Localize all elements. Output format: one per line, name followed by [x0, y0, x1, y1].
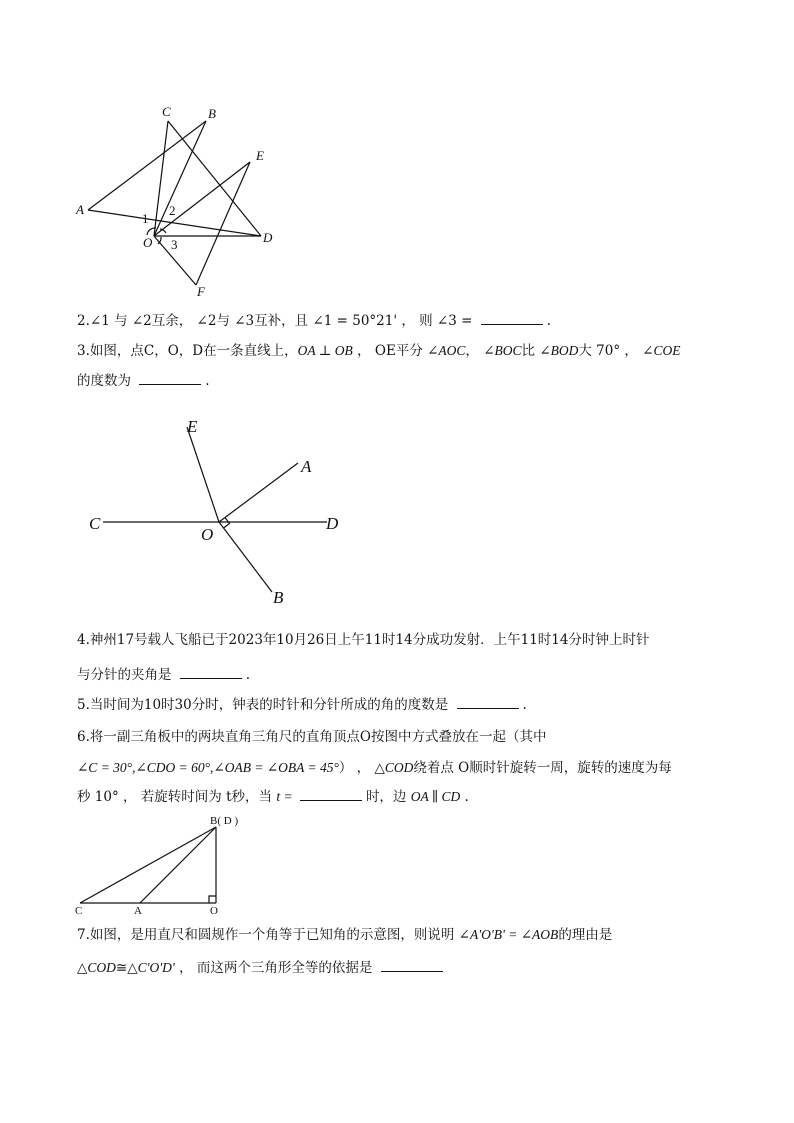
label-B-D: B( D ) — [210, 815, 239, 827]
label-1: 1 — [142, 211, 149, 226]
question-3-line-2: 的度数为 . — [77, 373, 210, 389]
question-5: 5.当时间为10时30分时，钟表的时针和分针所成的角的度数是 . — [77, 697, 527, 713]
label-C: C — [75, 905, 83, 917]
label-A: A — [301, 457, 312, 476]
label-O: O — [210, 905, 218, 917]
label-B: B — [273, 588, 284, 607]
answer-blank-2[interactable] — [481, 311, 543, 325]
label-F: F — [197, 284, 205, 299]
question-7-line-2: △COD≅△C'O'D' ， 而这两个三角形全等的依据是 — [77, 958, 727, 978]
label-3: 3 — [171, 237, 178, 252]
label-D: D — [263, 230, 273, 245]
figure-triangles-3 — [0, 810, 794, 920]
figure-angles-1 — [0, 0, 794, 310]
question-4: 4.神州17号载人飞船已于2023年10月26日上午11时14分成功发射．上午11时14分时钟上时针 — [77, 632, 650, 648]
label-2: 2 — [169, 203, 176, 218]
question-7: 7.如图，是用直尺和圆规作一个角等于已知角的示意图，则说明 ∠A'O'B' = ∠AOB的理由是 — [77, 927, 613, 943]
answer-blank-3[interactable] — [139, 371, 201, 385]
answer-blank-5[interactable] — [457, 695, 519, 709]
question-2: 2.∠1 与 ∠2互余， ∠2与 ∠3互补，且 ∠1 = 50°21' ， 则 ∠3 = . — [77, 313, 552, 329]
label-E: E — [187, 417, 198, 436]
label-A: A — [76, 202, 84, 217]
answer-blank-6[interactable] — [300, 787, 362, 801]
label-A: A — [134, 905, 142, 917]
question-4-line-2: 与分针的夹角是 . — [77, 667, 251, 683]
label-D: D — [326, 514, 339, 533]
label-O: O — [201, 525, 214, 544]
question-6-line-3: 秒 10° ， 若旋转时间为 t秒，当 t = 时，边 OA ∥ CD . — [77, 789, 469, 805]
label-E: E — [256, 148, 264, 163]
label-C: C — [162, 104, 171, 119]
question-3: 3.如图，点C，O，D在一条直线上，OA ⊥ OB ， OE平分 ∠AOC， ∠BOC比 ∠BOD大 70° ， ∠COE — [77, 343, 681, 359]
figure-angles-2 — [0, 400, 794, 620]
label-C: C — [89, 514, 101, 533]
answer-blank-4[interactable] — [180, 665, 242, 679]
label-O: O — [143, 235, 153, 250]
answer-blank-7[interactable] — [381, 958, 443, 972]
label-B: B — [208, 106, 216, 121]
question-6-line-2: ∠C = 30°,∠CDO = 60°,∠OAB = ∠OBA = 45°） ， △COD绕着点 O顺时针旋转一周，旋转的速度为每 — [77, 760, 672, 776]
question-6: 6.将一副三角板中的两块直角三角尺的直角顶点O按图中方式叠放在一起（其中 — [77, 729, 547, 745]
